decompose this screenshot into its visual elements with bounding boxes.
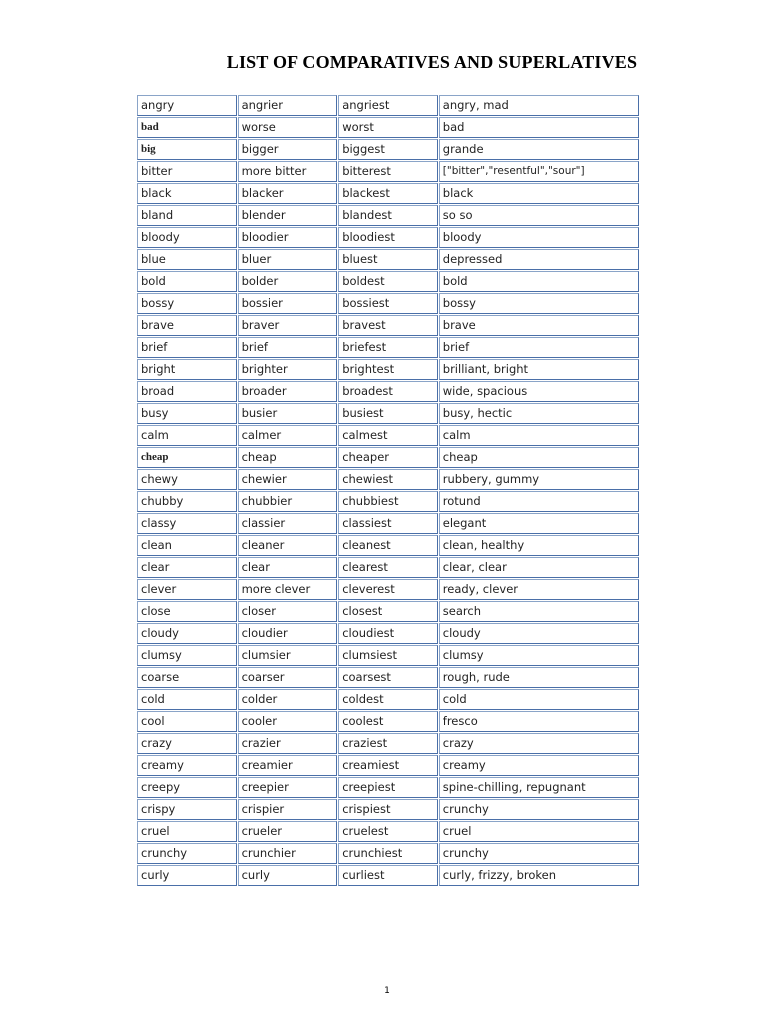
comparative-cell: creamier bbox=[238, 755, 338, 776]
meaning-cell: bloody bbox=[439, 227, 639, 248]
meaning-cell: bold bbox=[439, 271, 639, 292]
meaning-cell: cheap bbox=[439, 447, 639, 468]
table-row bbox=[137, 293, 639, 314]
meaning-cell: crazy bbox=[439, 733, 639, 754]
comparative-cell: more bitter bbox=[238, 161, 338, 182]
adjective-cell: cool bbox=[137, 711, 237, 732]
comparative-cell: clear bbox=[238, 557, 338, 578]
adjective-cell: cruel bbox=[137, 821, 237, 842]
table-row bbox=[137, 337, 639, 358]
adjective-cell: bold bbox=[137, 271, 237, 292]
superlative-cell: craziest bbox=[338, 733, 438, 754]
comparative-cell: colder bbox=[238, 689, 338, 710]
table-row bbox=[137, 271, 639, 292]
adjective-cell: clumsy bbox=[137, 645, 237, 666]
superlative-cell: broadest bbox=[338, 381, 438, 402]
table-row bbox=[137, 667, 639, 688]
comparative-cell: closer bbox=[238, 601, 338, 622]
comparative-cell: brighter bbox=[238, 359, 338, 380]
comparative-cell: crazier bbox=[238, 733, 338, 754]
meaning-cell: angry, mad bbox=[439, 95, 639, 116]
adjective-cell: angry bbox=[137, 95, 237, 116]
meaning-cell: crunchy bbox=[439, 843, 639, 864]
table-row bbox=[137, 623, 639, 644]
meaning-cell: creamy bbox=[439, 755, 639, 776]
adjective-cell: chubby bbox=[137, 491, 237, 512]
superlative-cell: coarsest bbox=[338, 667, 438, 688]
comparative-cell: blender bbox=[238, 205, 338, 226]
superlative-cell: coolest bbox=[338, 711, 438, 732]
comparative-cell: worse bbox=[238, 117, 338, 138]
adjective-cell: busy bbox=[137, 403, 237, 424]
table-row bbox=[137, 205, 639, 226]
meaning-cell: rubbery, gummy bbox=[439, 469, 639, 490]
meaning-cell: rotund bbox=[439, 491, 639, 512]
table-row bbox=[137, 557, 639, 578]
superlative-cell: briefest bbox=[338, 337, 438, 358]
comparative-cell: crunchier bbox=[238, 843, 338, 864]
superlative-cell: curliest bbox=[338, 865, 438, 886]
superlative-cell: bravest bbox=[338, 315, 438, 336]
meaning-cell: bossy bbox=[439, 293, 639, 314]
superlative-cell: busiest bbox=[338, 403, 438, 424]
superlative-cell: calmest bbox=[338, 425, 438, 446]
adjective-cell: big bbox=[137, 139, 237, 160]
superlative-cell: worst bbox=[338, 117, 438, 138]
superlative-cell: cheaper bbox=[338, 447, 438, 468]
meaning-cell: search bbox=[439, 601, 639, 622]
adjective-cell: clean bbox=[137, 535, 237, 556]
superlative-cell: coldest bbox=[338, 689, 438, 710]
meaning-cell: cloudy bbox=[439, 623, 639, 644]
meaning-cell: cold bbox=[439, 689, 639, 710]
superlative-cell: classiest bbox=[338, 513, 438, 534]
comparative-cell: bluer bbox=[238, 249, 338, 270]
adjective-cell: calm bbox=[137, 425, 237, 446]
adjective-cell: blue bbox=[137, 249, 237, 270]
table-row bbox=[137, 689, 639, 710]
table-row bbox=[137, 403, 639, 424]
adjective-cell: crunchy bbox=[137, 843, 237, 864]
meaning-cell: busy, hectic bbox=[439, 403, 639, 424]
meaning-cell: calm bbox=[439, 425, 639, 446]
table-row bbox=[137, 733, 639, 754]
superlative-cell: brightest bbox=[338, 359, 438, 380]
meaning-cell: crunchy bbox=[439, 799, 639, 820]
superlative-cell: angriest bbox=[338, 95, 438, 116]
superlative-cell: cloudiest bbox=[338, 623, 438, 644]
comparative-cell: crispier bbox=[238, 799, 338, 820]
superlative-cell: chubbiest bbox=[338, 491, 438, 512]
table-row bbox=[137, 359, 639, 380]
table-row bbox=[137, 601, 639, 622]
table-row bbox=[137, 161, 639, 182]
comparative-cell: calmer bbox=[238, 425, 338, 446]
superlative-cell: cruelest bbox=[338, 821, 438, 842]
comparative-cell: crueler bbox=[238, 821, 338, 842]
table-row bbox=[137, 491, 639, 512]
superlative-cell: chewiest bbox=[338, 469, 438, 490]
comparative-cell: classier bbox=[238, 513, 338, 534]
adjective-cell: creamy bbox=[137, 755, 237, 776]
table-row bbox=[137, 95, 639, 116]
comparative-cell: braver bbox=[238, 315, 338, 336]
superlative-cell: cleverest bbox=[338, 579, 438, 600]
meaning-cell: spine-chilling, repugnant bbox=[439, 777, 639, 798]
adjective-cell: classy bbox=[137, 513, 237, 534]
meaning-cell: rough, rude bbox=[439, 667, 639, 688]
meaning-cell: ready, clever bbox=[439, 579, 639, 600]
comparatives-table bbox=[136, 94, 640, 887]
table-row bbox=[137, 843, 639, 864]
adjective-cell: brave bbox=[137, 315, 237, 336]
meaning-cell: curly, frizzy, broken bbox=[439, 865, 639, 886]
meaning-cell: ["bitter","resentful","sour"] bbox=[439, 161, 639, 182]
table-row bbox=[137, 381, 639, 402]
adjective-cell: bad bbox=[137, 117, 237, 138]
comparative-cell: busier bbox=[238, 403, 338, 424]
comparative-cell: broader bbox=[238, 381, 338, 402]
adjective-cell: clever bbox=[137, 579, 237, 600]
table-row bbox=[137, 755, 639, 776]
adjective-cell: bright bbox=[137, 359, 237, 380]
adjective-cell: curly bbox=[137, 865, 237, 886]
adjective-cell: black bbox=[137, 183, 237, 204]
meaning-cell: grande bbox=[439, 139, 639, 160]
meaning-cell: so so bbox=[439, 205, 639, 226]
adjective-cell: chewy bbox=[137, 469, 237, 490]
comparative-cell: curly bbox=[238, 865, 338, 886]
table-row bbox=[137, 865, 639, 886]
comparative-cell: bolder bbox=[238, 271, 338, 292]
table-row bbox=[137, 183, 639, 204]
meaning-cell: black bbox=[439, 183, 639, 204]
table-row bbox=[137, 645, 639, 666]
table-row bbox=[137, 249, 639, 270]
superlative-cell: creamiest bbox=[338, 755, 438, 776]
superlative-cell: creepiest bbox=[338, 777, 438, 798]
superlative-cell: cleanest bbox=[338, 535, 438, 556]
comparative-cell: cheap bbox=[238, 447, 338, 468]
table-row bbox=[137, 139, 639, 160]
adjective-cell: cloudy bbox=[137, 623, 237, 644]
comparative-cell: bossier bbox=[238, 293, 338, 314]
superlative-cell: blackest bbox=[338, 183, 438, 204]
superlative-cell: biggest bbox=[338, 139, 438, 160]
superlative-cell: clumsiest bbox=[338, 645, 438, 666]
meaning-cell: brilliant, bright bbox=[439, 359, 639, 380]
adjective-cell: bloody bbox=[137, 227, 237, 248]
table-row bbox=[137, 777, 639, 798]
adjective-cell: creepy bbox=[137, 777, 237, 798]
table-row bbox=[137, 117, 639, 138]
meaning-cell: cruel bbox=[439, 821, 639, 842]
page-title: LIST OF COMPARATIVES AND SUPERLATIVES bbox=[226, 52, 638, 72]
adjective-cell: brief bbox=[137, 337, 237, 358]
superlative-cell: blandest bbox=[338, 205, 438, 226]
adjective-cell: crispy bbox=[137, 799, 237, 820]
meaning-cell: elegant bbox=[439, 513, 639, 534]
adjective-cell: clear bbox=[137, 557, 237, 578]
adjective-cell: bitter bbox=[137, 161, 237, 182]
meaning-cell: fresco bbox=[439, 711, 639, 732]
table-row bbox=[137, 513, 639, 534]
comparative-cell: brief bbox=[238, 337, 338, 358]
comparative-cell: chubbier bbox=[238, 491, 338, 512]
comparative-cell: cooler bbox=[238, 711, 338, 732]
meaning-cell: depressed bbox=[439, 249, 639, 270]
table-row bbox=[137, 227, 639, 248]
superlative-cell: crunchiest bbox=[338, 843, 438, 864]
comparative-cell: chewier bbox=[238, 469, 338, 490]
superlative-cell: bitterest bbox=[338, 161, 438, 182]
table-row bbox=[137, 535, 639, 556]
superlative-cell: bossiest bbox=[338, 293, 438, 314]
adjective-cell: cold bbox=[137, 689, 237, 710]
adjective-cell: bland bbox=[137, 205, 237, 226]
superlative-cell: boldest bbox=[338, 271, 438, 292]
adjective-cell: cheap bbox=[137, 447, 237, 468]
table-row bbox=[137, 425, 639, 446]
adjective-cell: bossy bbox=[137, 293, 237, 314]
superlative-cell: bloodiest bbox=[338, 227, 438, 248]
table-row bbox=[137, 447, 639, 468]
table-row bbox=[137, 579, 639, 600]
comparative-cell: angrier bbox=[238, 95, 338, 116]
meaning-cell: clumsy bbox=[439, 645, 639, 666]
meaning-cell: brave bbox=[439, 315, 639, 336]
adjective-cell: close bbox=[137, 601, 237, 622]
superlative-cell: crispiest bbox=[338, 799, 438, 820]
adjective-cell: crazy bbox=[137, 733, 237, 754]
meaning-cell: bad bbox=[439, 117, 639, 138]
comparative-cell: cleaner bbox=[238, 535, 338, 556]
comparative-cell: blacker bbox=[238, 183, 338, 204]
table-row bbox=[137, 711, 639, 732]
adjective-cell: broad bbox=[137, 381, 237, 402]
table-row bbox=[137, 799, 639, 820]
comparative-cell: cloudier bbox=[238, 623, 338, 644]
meaning-cell: wide, spacious bbox=[439, 381, 639, 402]
comparative-cell: creepier bbox=[238, 777, 338, 798]
meaning-cell: clear, clear bbox=[439, 557, 639, 578]
superlative-cell: closest bbox=[338, 601, 438, 622]
page-number: 1 bbox=[384, 986, 390, 996]
comparative-cell: more clever bbox=[238, 579, 338, 600]
comparative-cell: clumsier bbox=[238, 645, 338, 666]
table-row bbox=[137, 821, 639, 842]
meaning-cell: brief bbox=[439, 337, 639, 358]
table-row bbox=[137, 469, 639, 490]
superlative-cell: clearest bbox=[338, 557, 438, 578]
meaning-cell: clean, healthy bbox=[439, 535, 639, 556]
comparative-cell: coarser bbox=[238, 667, 338, 688]
comparative-cell: bigger bbox=[238, 139, 338, 160]
superlative-cell: bluest bbox=[338, 249, 438, 270]
comparative-cell: bloodier bbox=[238, 227, 338, 248]
table-row bbox=[137, 315, 639, 336]
table-body bbox=[137, 95, 639, 886]
adjective-cell: coarse bbox=[137, 667, 237, 688]
